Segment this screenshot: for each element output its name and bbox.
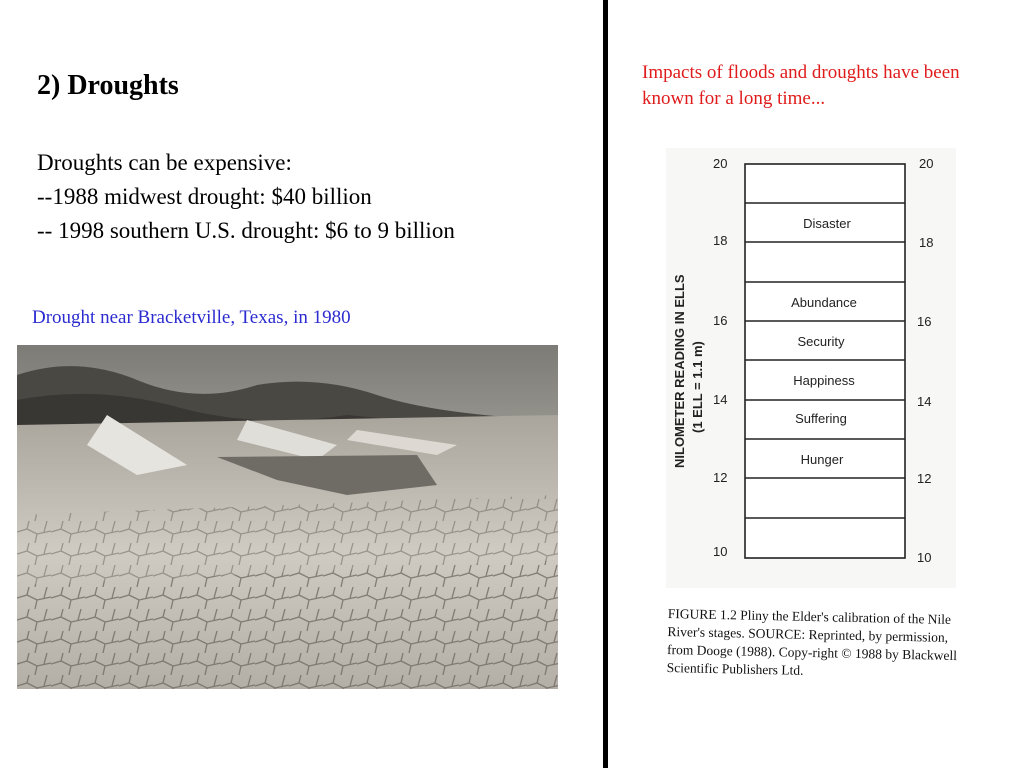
tick-left-14: 14: [713, 392, 728, 407]
body-line: -- 1998 southern U.S. drought: $6 to 9 billion: [37, 218, 455, 243]
stage-label-happiness: Happiness: [793, 373, 855, 388]
tick-left-10: 10: [713, 544, 728, 559]
stage-label-disaster: Disaster: [803, 216, 851, 231]
axis-label-primary: NILOMETER READING IN ELLS: [672, 274, 687, 468]
tick-left-16: 16: [713, 313, 728, 328]
stage-label-hunger: Hunger: [800, 452, 844, 467]
tick-right-16: 16: [917, 314, 932, 329]
drought-photo-image: [17, 345, 558, 689]
nilometer-figure: [666, 148, 956, 588]
body-line: Droughts can be expensive:: [37, 150, 292, 175]
tick-left-12: 12: [713, 470, 728, 485]
tick-right-20: 20: [919, 156, 934, 171]
column-divider: [603, 0, 608, 768]
stage-label-abundance: Abundance: [791, 295, 857, 310]
tick-left-20: 20: [713, 156, 728, 171]
right-note: Impacts of floods and droughts have been known for a long time...: [642, 62, 960, 109]
figure-caption: FIGURE 1.2 Pliny the Elder's calibration of the Nile River's stages. SOURCE: Reprinted, by permission, from Dooge (1988). Copy-right © 1988 by Blackwell Scientific Publishers Ltd.: [666, 605, 958, 678]
body-line: --1988 midwest drought: $40 billion: [37, 184, 372, 209]
tick-right-14: 14: [917, 394, 932, 409]
photo-caption: Drought near Bracketville, Texas, in 1980: [32, 307, 351, 328]
tick-right-12: 12: [917, 471, 932, 486]
nilometer-chart: [666, 148, 956, 588]
tick-left-18: 18: [713, 233, 728, 248]
slide-heading: 2) Droughts: [37, 70, 179, 101]
tick-right-18: 18: [919, 235, 934, 250]
axis-label-secondary: (1 ELL = 1.1 m): [690, 341, 705, 433]
stage-label-suffering: Suffering: [795, 411, 847, 426]
stage-label-security: Security: [797, 334, 845, 349]
body-text: [37, 146, 455, 248]
tick-right-10: 10: [917, 550, 932, 565]
drought-photo: [17, 345, 558, 689]
